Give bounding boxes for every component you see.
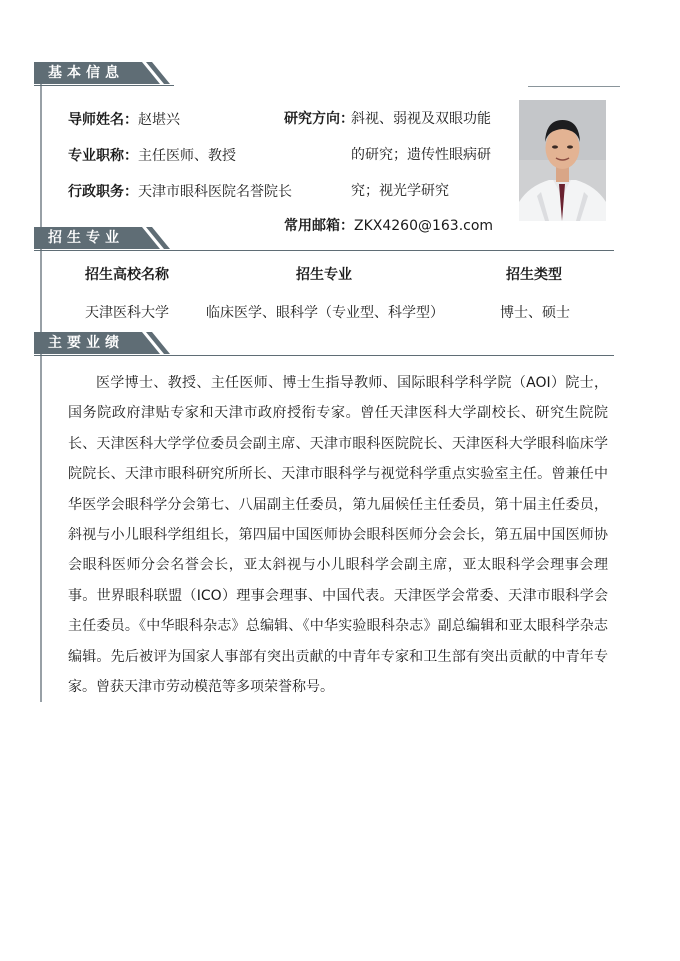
supervisor-name-label: 导师姓名：: [68, 112, 138, 128]
left-accent-line: [40, 82, 42, 702]
section-title-basic-info: 基本信息: [48, 65, 124, 81]
research-direction-line-2: 的研究；遗传性眼病研: [351, 147, 491, 163]
portrait-icon: [519, 100, 606, 221]
supervisor-name-value: 赵堪兴: [138, 112, 180, 128]
enroll-header-type: 招生类型: [506, 267, 562, 283]
enroll-header-major: 招生专业: [296, 267, 352, 283]
section-rule-basic-info: [34, 85, 174, 86]
enroll-header-university: 招生高校名称: [85, 267, 169, 283]
research-direction-label: 研究方向：: [284, 111, 354, 127]
email-value: ZKX4260@163.com: [354, 218, 494, 234]
section-title-enrollment: 招生专业: [48, 230, 124, 246]
section-rule-achievements: [34, 355, 614, 356]
enroll-value-university: 天津医科大学: [85, 305, 169, 321]
professional-title-field: [68, 146, 236, 166]
email-field: [284, 216, 493, 236]
portrait-photo: [519, 100, 606, 221]
professional-title-value: 主任医师、教授: [138, 148, 236, 164]
section-title-achievements: 主要业绩: [48, 335, 124, 351]
enroll-value-major: 临床医学、眼科学（专业型、科学型）: [206, 305, 444, 321]
research-direction-line-3: 究；视光学研究: [351, 183, 449, 199]
section-rule-enrollment: [34, 250, 614, 251]
admin-position-value: 天津市眼科医院名誉院长: [138, 184, 292, 200]
achievements-paragraph: 医学博士、教授、主任医师、博士生指导教师、国际眼科学科学院（AOI）院士，国务院政府津贴专家和天津市政府授衔专家。曾任天津医科大学副校长、研究生院院长、天津医科大学学位委员会副主席、天津市眼科医院院长、天津医科大学眼科临床学院院长、天津市眼科研究所所长、天津市眼科学与视觉科学重点实验室主任。曾兼任中华医学会眼科学分会第七、八届副主任委员，第九届候任主任委员，第十届主任委员，斜视与小儿眼科学组组长，第四届中国医师协会眼科医师分会会长，第五届中国医师协会眼科医师分会名誉会长，亚太斜视与小儿眼科学会副主席，亚太眼科学会理事会理事。世界眼科联盟（ICO）理事会理事、中国代表。天津医学会常委、天津市眼科学会主任委员。《中华眼科杂志》总编辑、《中华实验眼科杂志》副总编辑和亚太眼科学杂志编辑。先后被评为国家人事部有突出贡献的中青年专家和卫生部有突出贡献的中青年专家。曾获天津市劳动模范等多项荣誉称号。: [68, 375, 608, 696]
admin-position-label: 行政职务：: [68, 184, 138, 200]
supervisor-name-field: [68, 110, 180, 130]
professional-title-label: 专业职称：: [68, 148, 138, 164]
admin-position-field: [68, 182, 292, 202]
enroll-value-type: 博士、硕士: [500, 305, 570, 321]
photo-top-rule: [528, 86, 620, 87]
research-direction-line-1: 斜视、弱视及双眼功能: [351, 111, 491, 127]
research-direction-label-wrap: [284, 109, 354, 129]
email-label: 常用邮箱：: [284, 218, 354, 234]
